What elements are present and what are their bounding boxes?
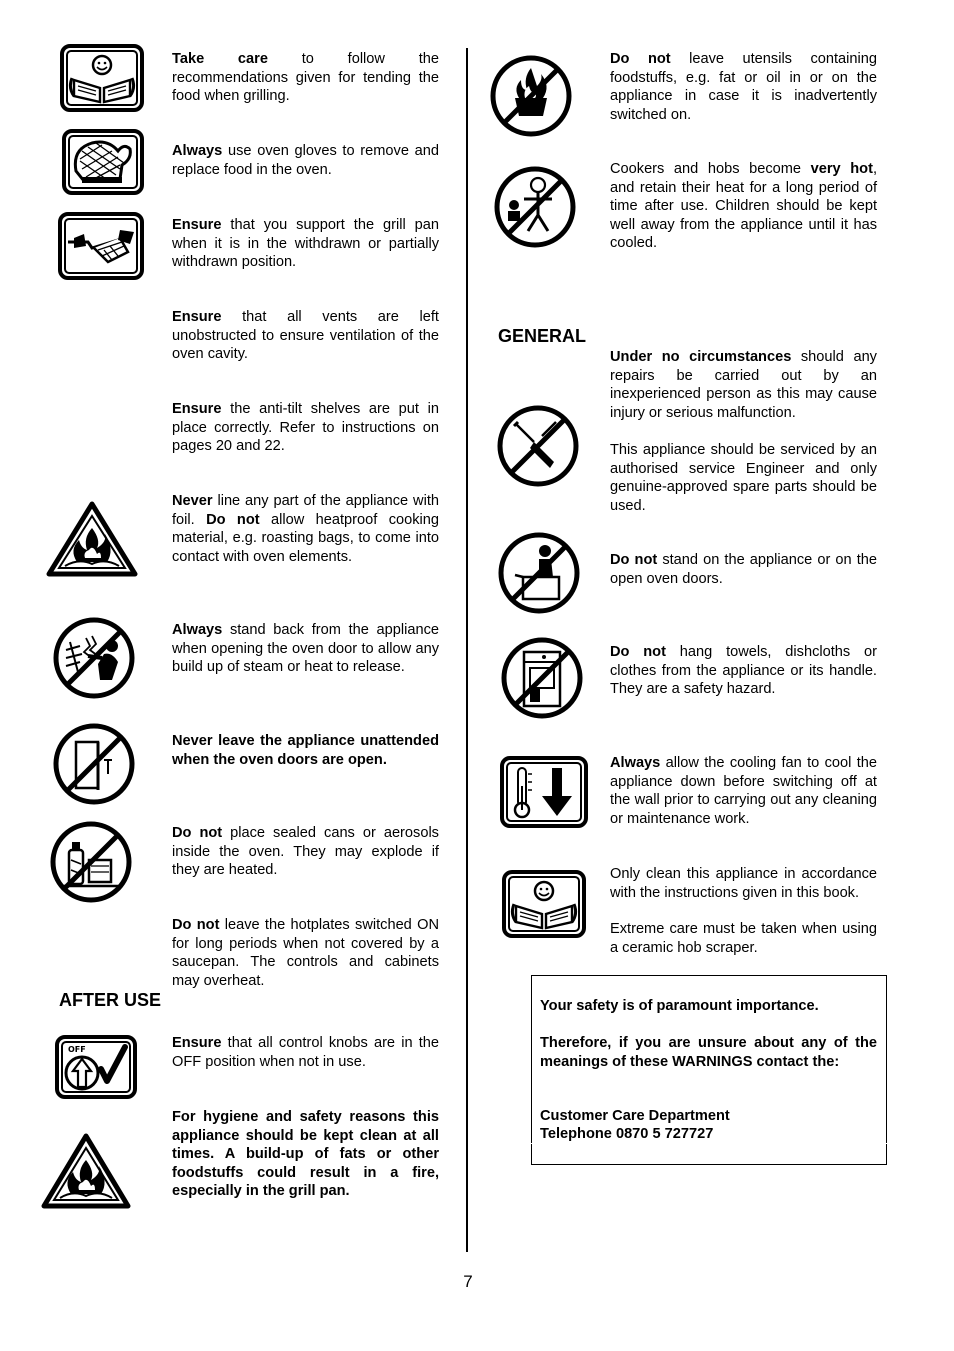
emphasis-text: Do not bbox=[172, 917, 220, 933]
warning-grill-pan bbox=[172, 216, 439, 272]
aerosol-prohibited-icon bbox=[49, 820, 133, 904]
warning-shelves bbox=[172, 400, 439, 456]
emphasis-text: Under no circumstances bbox=[610, 349, 792, 365]
body-text: stand back from the appliance when opening the oven door to allow any build up of steam or heat to release. bbox=[172, 622, 439, 675]
warning-foil bbox=[172, 492, 439, 566]
emphasis-text: Do not bbox=[610, 644, 666, 660]
heading-general: GENERAL bbox=[498, 326, 587, 346]
body-text: stand on the appliance or on the open oven doors. bbox=[610, 552, 877, 587]
emphasis-text: Take care bbox=[172, 51, 268, 67]
body-text: place sealed cans or aerosols inside the oven. They may explode if they are heated. bbox=[172, 825, 439, 878]
emphasis-text: Ensure bbox=[172, 217, 222, 233]
warning-steam bbox=[172, 621, 439, 677]
body-text: hang towels, dishcloths or clothes from the appliance or its handle. They are a safety hazard. bbox=[610, 644, 877, 697]
grill-pan-support-icon bbox=[58, 212, 144, 280]
body-text: Cookers and hobs become bbox=[610, 161, 811, 177]
emphasis-text: Do not bbox=[172, 825, 223, 841]
warning-repairs bbox=[610, 348, 877, 422]
body-text: that all vents are left unobstructed to ensure ventilation of the oven cavity. bbox=[172, 309, 439, 362]
warning-vents bbox=[172, 308, 439, 364]
screwdriver-prohibited-icon bbox=[496, 404, 580, 488]
warning-scraper bbox=[610, 920, 877, 957]
off-knob-check-icon bbox=[55, 1035, 137, 1099]
safety-line: Therefore, if you are unsure about any of the meanings of these WARNINGS contact the: bbox=[540, 1035, 877, 1070]
burning-pan-prohibited-icon bbox=[489, 54, 573, 138]
fire-warning-icon bbox=[40, 1132, 132, 1210]
emphasis-text: Ensure bbox=[172, 309, 222, 325]
warning-hotplates bbox=[172, 916, 439, 990]
towel-prohibited-icon bbox=[500, 636, 584, 720]
warning-towels bbox=[610, 643, 877, 699]
emphasis-text: very hot bbox=[810, 161, 873, 177]
warning-aerosols bbox=[172, 824, 439, 880]
body-text: that all control knobs are in the OFF position when not in use. bbox=[172, 1035, 439, 1070]
page-number: 7 bbox=[463, 1272, 473, 1291]
emphasis-text: Never bbox=[172, 493, 213, 509]
emphasis-text: Always bbox=[172, 143, 223, 159]
safety-line: Customer Care Department bbox=[540, 1108, 730, 1124]
warning-knobs-off bbox=[172, 1034, 439, 1071]
reading-person-icon bbox=[60, 44, 144, 112]
emphasis-text: Never leave the appliance unattended when the oven doors are open. bbox=[172, 733, 439, 768]
warning-clean bbox=[610, 865, 877, 902]
box-gap bbox=[531, 1143, 887, 1144]
heading-after-use: AFTER USE bbox=[59, 990, 162, 1010]
body-text: This appliance should be serviced by an authorised service Engineer and only genuine-approved spare parts should be used. bbox=[610, 442, 877, 514]
body-text: leave the hotplates switched ON for long periods when not covered by a saucepan. The controls and cabinets may overheat. bbox=[172, 917, 439, 989]
thermometer-arrow-icon bbox=[500, 756, 588, 828]
warning-hygiene bbox=[172, 1108, 439, 1201]
steam-prohibited-icon bbox=[52, 616, 136, 700]
body-text: allow heatproof cooking material, e.g. roasting bags, to come into contact with oven elements. bbox=[172, 511, 439, 565]
body-text: should any repairs be carried out by an inexperienced person as this may cause injury or serious malfunction. bbox=[610, 349, 877, 421]
oven-glove-icon bbox=[62, 129, 144, 195]
body-text: , and retain their heat for a long period of time after use. Children should be kept well away from the appliance until it has cooled. bbox=[610, 161, 877, 251]
warning-doors-open bbox=[172, 732, 439, 769]
svg-text:OFF: OFF bbox=[68, 1045, 86, 1054]
warning-serviced bbox=[610, 441, 877, 515]
body-text: allow the cooling fan to cool the appliance down before switching off at the wall prior to carrying out any cleaning or maintenance work. bbox=[610, 755, 877, 827]
emphasis-text: Always bbox=[610, 755, 661, 771]
body-text: the anti-tilt shelves are put in place correctly. Refer to instructions on pages 20 and 22. bbox=[172, 401, 439, 454]
emphasis-text: Always bbox=[172, 622, 223, 638]
emphasis-text: For hygiene and safety reasons this appliance should be kept clean at all times. A build-up of fats or other foodstuffs could result in a fire, especially in the grill pan. bbox=[172, 1109, 439, 1199]
warning-cooling-fan bbox=[610, 754, 877, 828]
body-text: to follow the recommendations given for tending the food when grilling. bbox=[172, 51, 439, 104]
warning-oven-gloves bbox=[172, 142, 439, 179]
body-text: use oven gloves to remove and replace food in the oven. bbox=[172, 143, 439, 178]
emphasis-text: Do not bbox=[610, 51, 671, 67]
emphasis-text: Do not bbox=[610, 552, 658, 568]
fire-warning-icon bbox=[45, 500, 139, 578]
open-door-prohibited-icon bbox=[52, 722, 136, 806]
warning-grill-care bbox=[172, 50, 439, 106]
reading-person-icon bbox=[502, 870, 586, 938]
child-prohibited-icon bbox=[492, 165, 578, 249]
body-text: that you support the grill pan when it is in the withdrawn or partially withdrawn position. bbox=[172, 217, 439, 270]
safety-notice-box bbox=[531, 975, 887, 1165]
body-text: line any part of the appliance with foil. bbox=[172, 493, 439, 528]
warning-very-hot bbox=[610, 160, 877, 253]
safety-line: Your safety is of paramount importance. bbox=[540, 998, 819, 1014]
column-divider bbox=[466, 48, 468, 1252]
body-text: Only clean this appliance in accordance with the instructions given in this book. bbox=[610, 866, 877, 901]
warning-utensils bbox=[610, 50, 877, 124]
body-text: leave utensils containing foodstuffs, e.g. fat or oil in or on the appliance in case it is inadvertently switched on. bbox=[610, 51, 877, 123]
safety-line: Telephone 0870 5 727727 bbox=[540, 1126, 714, 1142]
warning-stand bbox=[610, 551, 877, 588]
standing-prohibited-icon bbox=[497, 531, 581, 615]
emphasis-text: Ensure bbox=[172, 1035, 222, 1051]
body-text: Extreme care must be taken when using a ceramic hob scraper. bbox=[610, 921, 877, 956]
emphasis-text: Do not bbox=[206, 511, 260, 528]
emphasis-text: Ensure bbox=[172, 401, 222, 417]
